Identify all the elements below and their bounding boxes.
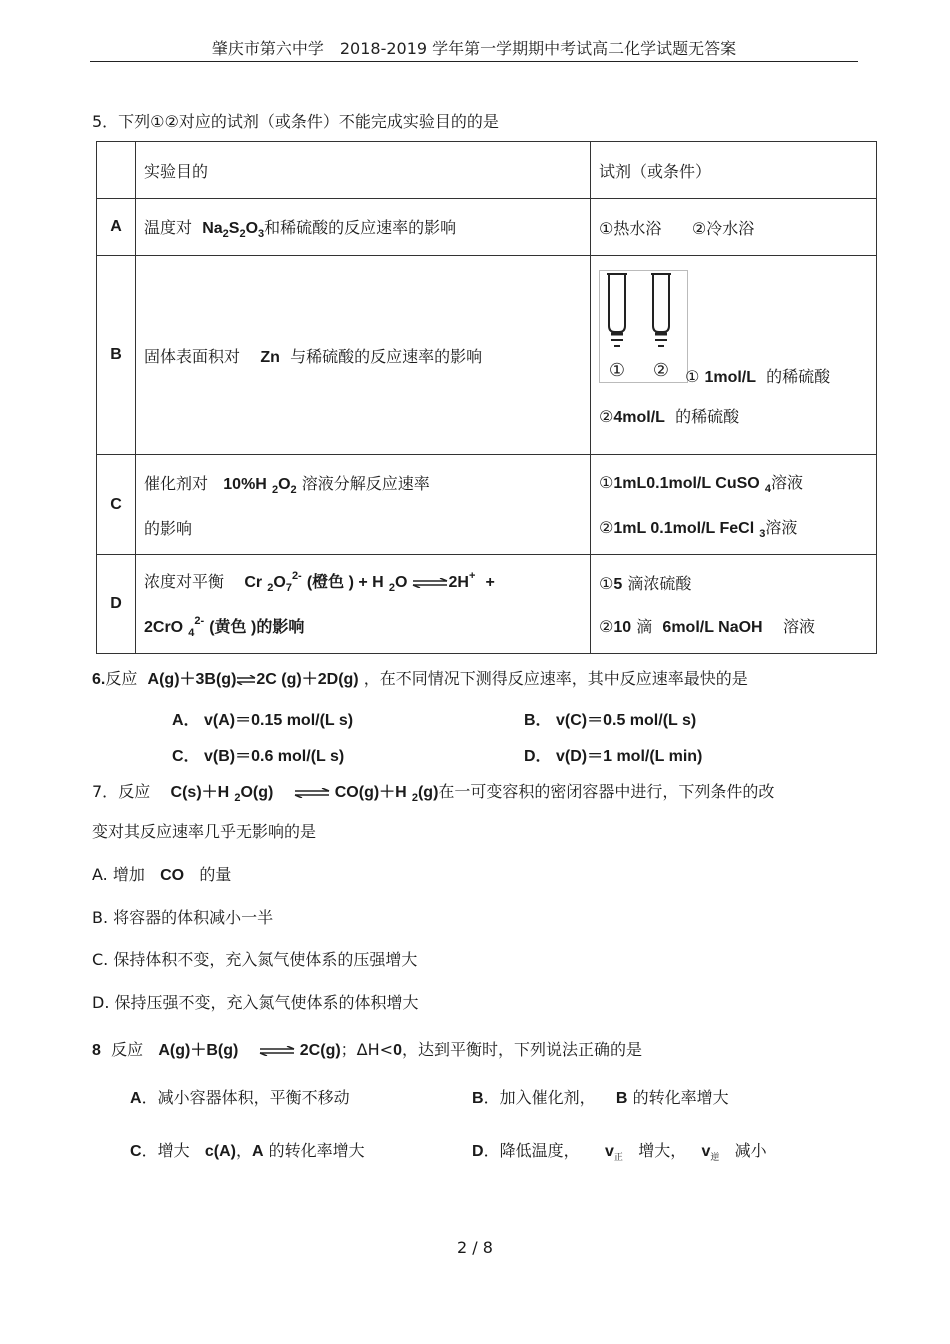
q8-option-b [472, 1085, 729, 1108]
superscript: 2- [291, 570, 302, 582]
reagent-mark: ① [599, 574, 614, 593]
goal-text: 催化剂对 [144, 473, 209, 493]
reagent-text: 溶液 [782, 617, 815, 636]
stem-text: ；ΔH< [340, 1040, 394, 1059]
table-corner-cell [97, 142, 136, 199]
q6-stem [92, 666, 748, 689]
q7-option-a [92, 862, 231, 885]
option-text: ．增大 [141, 1141, 190, 1160]
option-text: 增大， [638, 1141, 687, 1160]
reagent-2: ②冷水浴 [691, 218, 755, 238]
goal-text: 温度对 [144, 217, 193, 237]
subscript: 2 [234, 792, 241, 804]
table-row-b [97, 256, 877, 455]
formula: O [394, 574, 408, 591]
test-tube-2-icon [651, 274, 671, 346]
option-text: ．降低温度， [483, 1141, 580, 1160]
option-text: 减小 [734, 1141, 767, 1160]
subscript: 2 [267, 582, 274, 594]
subscript: 2 [239, 227, 246, 240]
subscript: 2 [388, 582, 395, 594]
q7-option-d: D. 保持压强不变，充入氮气使体系的体积增大 [92, 993, 419, 1012]
formula: A(g)＋3B(g) [147, 671, 237, 688]
goal-text: 和稀硫酸的反应速率的影响 [264, 217, 457, 237]
goal-line-2 [144, 614, 582, 639]
formula: CO(g)＋H [334, 784, 407, 801]
q6-option-c: C． v(B)＝0.6 mol/(L s) [172, 748, 345, 765]
goal-text: 与稀硫酸的反应速率的影响 [290, 346, 483, 366]
formula: 2C(g) [299, 1042, 341, 1059]
header-rule [90, 61, 858, 62]
stem-text: ，达到平衡时，下列说法正确的是 [401, 1040, 642, 1059]
q7-stem [92, 779, 774, 804]
q8-option-a [130, 1085, 350, 1108]
formula: O [278, 475, 291, 493]
page-header: 肇庆市第六中学 2018-2019 学年第一学期期中考试高二化学试题无答案 [211, 39, 737, 58]
equilibrium-arrow-icon [294, 788, 330, 798]
row-a-goal [136, 199, 591, 256]
row-c-reagent [591, 455, 877, 555]
row-key: B [97, 256, 136, 455]
goal-line-1 [144, 569, 582, 594]
subscript: 4 [188, 627, 195, 639]
stem-text: 在一可变容积的密闭容器中进行，下列条件的改 [438, 782, 775, 801]
subscript: 2 [411, 792, 418, 804]
q5-stem: 5．下列①②对应的试剂（或条件）不能完成实验目的的是 [92, 112, 499, 131]
formula: O [273, 574, 286, 591]
formula: Cr [244, 574, 263, 591]
subscript: 3 [258, 227, 265, 240]
q8-option-c [130, 1138, 365, 1161]
q7-stem-line2: 变对其反应速率几乎无影响的是 [92, 822, 317, 841]
table-header-row [97, 142, 877, 199]
option-key: D [472, 1143, 484, 1160]
stem-text: 反应 [105, 669, 138, 688]
reagent-1 [599, 470, 868, 495]
reagent-text: 溶液 [770, 472, 803, 492]
q5-table [96, 141, 877, 654]
formula: 0 [393, 1042, 402, 1059]
reagent-2 [599, 404, 868, 427]
reagent-1: ①热水浴 [599, 218, 662, 238]
formula: CO [160, 867, 185, 884]
table-row-c [97, 455, 877, 555]
subscript: 4 [764, 482, 771, 495]
option-text: 的转化率增大 [632, 1088, 729, 1107]
reagent-text: 滴浓硫酸 [627, 574, 692, 593]
goal-text: 溶液分解反应速率 [301, 473, 430, 493]
subscript: 3 [759, 527, 766, 540]
subscript: 正 [613, 1153, 623, 1163]
reagent-mark: ① [685, 367, 700, 386]
option-text: ．加入催化剂， [483, 1088, 596, 1107]
formula: v [701, 1143, 711, 1160]
subscript: 7 [285, 582, 292, 594]
formula: (g) [417, 784, 439, 801]
row-key: A [97, 199, 136, 256]
reagent-text: 溶液 [765, 517, 798, 537]
formula: 5 [613, 576, 623, 593]
formula: C(s)＋H [170, 784, 230, 801]
reagent-1 [685, 364, 830, 387]
superscript: + [468, 570, 476, 582]
row-key: C [97, 455, 136, 555]
test-tubes-figure [599, 270, 691, 384]
subscript: 逆 [710, 1153, 720, 1163]
reagent-text: 的稀硫酸 [675, 407, 740, 426]
row-c-goal [136, 455, 591, 555]
goal-text: (黄色 )的影响 [209, 619, 305, 636]
test-tube-1-icon [607, 274, 627, 346]
option-text: ， [235, 1141, 252, 1160]
formula: B [615, 1090, 628, 1107]
subscript: 2 [271, 483, 279, 496]
stem-text: ，在不同情况下测得反应速率，其中反应速率最快的是 [363, 669, 748, 688]
question-number: 8 [92, 1042, 101, 1059]
formula: 1mL 0.1mol/L FeCl [613, 519, 755, 537]
option-text: ．减小容器体积，平衡不移动 [141, 1088, 350, 1107]
formula: 2H [448, 574, 469, 591]
q6-option-b: B． v(C)＝0.5 mol/(L s) [524, 712, 697, 729]
option-text: A. 增加 [92, 865, 145, 884]
formula: Na [202, 219, 223, 237]
formula: + [485, 574, 495, 591]
formula: 4mol/L [613, 409, 665, 426]
goal-line-2: 的影响 [144, 518, 193, 538]
reagent-2 [599, 515, 868, 540]
col-reagent-header: 试剂（或条件） [591, 142, 877, 199]
subscript: 2 [222, 227, 229, 240]
row-d-reagent [591, 555, 877, 654]
tube-2-label: ② [652, 360, 670, 381]
subscript: 2 [290, 483, 297, 496]
row-d-goal [136, 555, 591, 654]
formula: c(A) [204, 1143, 236, 1160]
q7-option-b: B. 将容器的体积减小一半 [92, 908, 274, 927]
reagent-text: 的稀硫酸 [766, 367, 831, 386]
stem-text: 反应 [118, 782, 151, 801]
formula: 10%H [223, 475, 267, 493]
question-number: 6. [92, 671, 106, 688]
stem-text: 反应 [111, 1040, 144, 1059]
page-number: 2 / 8 [457, 1238, 493, 1257]
formula: A [251, 1143, 264, 1160]
q8-option-d [472, 1138, 767, 1163]
row-key: D [97, 555, 136, 654]
formula: Zn [260, 348, 280, 366]
reagent-mark: ② [599, 517, 614, 537]
q6-option-d: D． v(D)＝1 mol/(L min) [524, 748, 703, 765]
formula: A(g)＋B(g) [158, 1042, 239, 1059]
table-row-a [97, 199, 877, 256]
equilibrium-arrow-icon [236, 675, 256, 685]
formula: O(g) [240, 784, 274, 801]
q7-option-c: C. 保持体积不变，充入氮气使体系的压强增大 [92, 950, 418, 969]
formula: 2CrO [144, 619, 184, 636]
superscript: 2- [194, 615, 205, 627]
goal-line-1 [144, 471, 582, 496]
col-goal-header: 实验目的 [136, 142, 591, 199]
formula: 1mol/L [704, 369, 756, 386]
q6-option-a: A． v(A)＝0.15 mol/(L s) [172, 712, 354, 729]
equilibrium-arrow-icon [412, 578, 448, 588]
formula: (橙色 ) + H [306, 574, 384, 591]
reagent-text: 滴 [636, 617, 653, 636]
question-number: 7． [92, 782, 119, 801]
option-text: 的量 [199, 865, 232, 884]
formula: 10 [613, 619, 632, 636]
formula: v [605, 1143, 614, 1160]
tube-1-label: ① [608, 360, 626, 381]
formula: 1mL0.1mol/L CuSO [613, 474, 760, 492]
formula: S [228, 219, 240, 237]
option-key: C [130, 1143, 142, 1160]
table-row-d [97, 555, 877, 654]
option-key: A [130, 1090, 142, 1107]
formula: 2C (g)＋2D(g) [256, 671, 359, 688]
reagent-1 [599, 571, 868, 594]
goal-text: 固体表面积对 [144, 346, 241, 366]
option-key: B [472, 1090, 484, 1107]
reagent-mark: ② [599, 617, 614, 636]
q8-stem [92, 1037, 642, 1060]
option-text: 的转化率增大 [268, 1141, 365, 1160]
goal-text: 浓度对平衡 [144, 572, 225, 591]
reagent-mark: ① [599, 472, 614, 492]
formula: O [245, 219, 259, 237]
reagent-mark: ② [599, 407, 614, 426]
row-b-reagent [591, 256, 877, 455]
reagent-2 [599, 614, 868, 637]
formula: 6mol/L NaOH [662, 619, 763, 636]
equilibrium-arrow-icon [259, 1046, 295, 1056]
row-b-goal [136, 256, 591, 455]
row-a-reagent [591, 199, 877, 256]
